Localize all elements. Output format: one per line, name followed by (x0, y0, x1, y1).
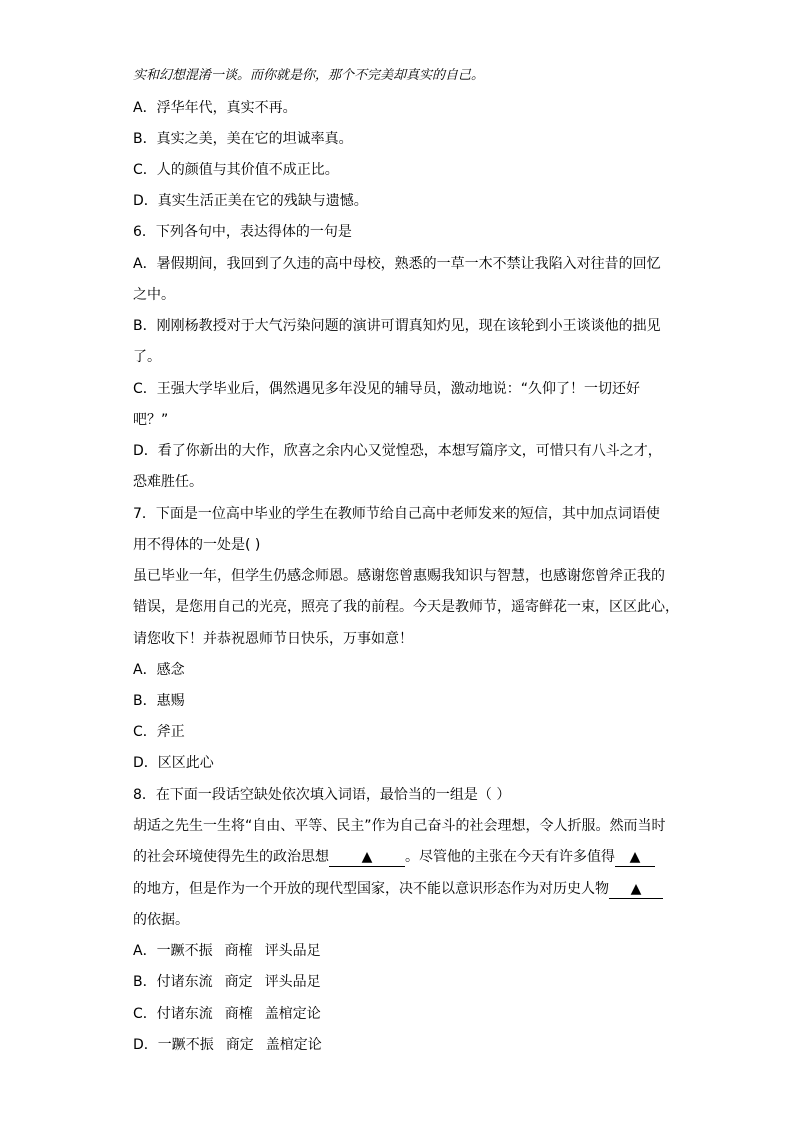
passage-tail: 实和幻想混淆一谈。而你就是你，那个不完美却真实的自己。 (133, 68, 485, 83)
q8-option-d-word1: D．一蹶不振 (133, 1037, 214, 1053)
q8-passage-line3-text: 的地方，但是作为一个开放的现代型国家，决不能以意识形态作为对历史人物 (133, 881, 609, 897)
q7-option-b: B．惠赐 (133, 693, 185, 709)
q8-option-b-word2: 商定 (224, 974, 253, 990)
q5-option-a: A．浮华年代，真实不再。 (133, 100, 297, 116)
q8-option-b-word1: B．付诸东流 (133, 974, 213, 990)
q6-option-b-line2: 了。 (133, 349, 161, 365)
q8-passage-line1: 胡适之先生一生将“自由、平等、民主”作为自己奋斗的社会理想，令人折服。然而当时 (133, 818, 666, 834)
q6-option-d-line1: D．看了你新出的大作，欣喜之余内心又觉惶恐，本想写篇序文，可惜只有八斗之才， (133, 443, 662, 459)
q8-option-a-word1: A．一蹶不振 (133, 943, 213, 959)
q6-option-d-line2: 恐难胜任。 (133, 474, 203, 490)
fill-blank-1: ▲ (329, 848, 405, 867)
q5-option-c: C．人的颜值与其价值不成正比。 (133, 162, 339, 178)
q8-passage-line3 (133, 879, 663, 899)
q8-option-c-word2: 商榷 (224, 1006, 253, 1022)
q8-passage-line2 (133, 847, 655, 867)
q8-option-c-word1: C．付诸东流 (133, 1006, 213, 1022)
q7-stem-line1: 7．下面是一位高中毕业的学生在教师节给自己高中老师发来的短信，其中加点词语使 (133, 506, 660, 522)
q8-option-a (133, 941, 321, 961)
q8-passage-line2-text-b: 。尽管他的主张在今天有许多值得 (405, 849, 615, 865)
q8-option-b (133, 972, 321, 992)
q8-option-b-word3: 评头品足 (264, 974, 321, 990)
q6-option-a-line1: A．暑假期间，我回到了久违的高中母校，熟悉的一草一木不禁让我陷入对往昔的回忆 (133, 256, 661, 272)
q8-passage-line4: 的依据。 (133, 912, 189, 928)
q7-option-c: C．斧正 (133, 724, 185, 740)
q6-option-c-line2: 吧？” (133, 412, 169, 428)
q6-option-c-line1: C．王强大学毕业后，偶然遇见多年没见的辅导员，激动地说：“久仰了！一切还好 (133, 381, 641, 397)
q6-stem: 6．下列各句中，表达得体的一句是 (133, 224, 352, 240)
fill-blank-3: ▲ (609, 880, 663, 899)
q8-stem: 8．在下面一段话空缺处依次填入词语，最恰当的一组是（ ） (133, 787, 511, 803)
q8-option-d (133, 1035, 322, 1055)
q7-message-line3: 请您收下！并恭祝恩师节日快乐，万事如意！ (133, 631, 413, 647)
q7-message-line1: 虽已毕业一年，但学生仍感念师恩。感谢您曾惠赐我知识与智慧，也感谢您曾斧正我的 (133, 568, 665, 584)
q8-option-d-word2: 商定 (225, 1037, 254, 1053)
q8-option-a-word2: 商榷 (224, 943, 253, 959)
q8-option-c (133, 1004, 321, 1024)
q7-message-line2: 错误，是您用自己的光亮，照亮了我的前程。今天是教师节，遥寄鲜花一束，区区此心， (133, 599, 679, 615)
q6-option-b-line1: B．刚刚杨教授对于大气污染问题的演讲可谓真知灼见，现在该轮到小王谈谈他的拙见 (133, 318, 661, 334)
q8-option-d-word3: 盖棺定论 (265, 1037, 322, 1053)
q6-option-a-line2: 之中。 (133, 287, 175, 303)
fill-blank-2: ▲ (615, 848, 655, 867)
q7-stem-line2: 用不得体的一处是( ) (133, 537, 261, 553)
q7-option-d: D．区区此心 (133, 755, 214, 771)
q5-option-d: D．真实生活正美在它的残缺与遗憾。 (133, 193, 368, 209)
q8-passage-line2-text: 的社会环境使得先生的政治思想 (133, 849, 329, 865)
q7-option-a: A．感念 (133, 662, 185, 678)
q5-option-b: B．真实之美，美在它的坦诚率真。 (133, 131, 353, 147)
q8-option-a-word3: 评头品足 (264, 943, 321, 959)
q8-option-c-word3: 盖棺定论 (264, 1006, 321, 1022)
